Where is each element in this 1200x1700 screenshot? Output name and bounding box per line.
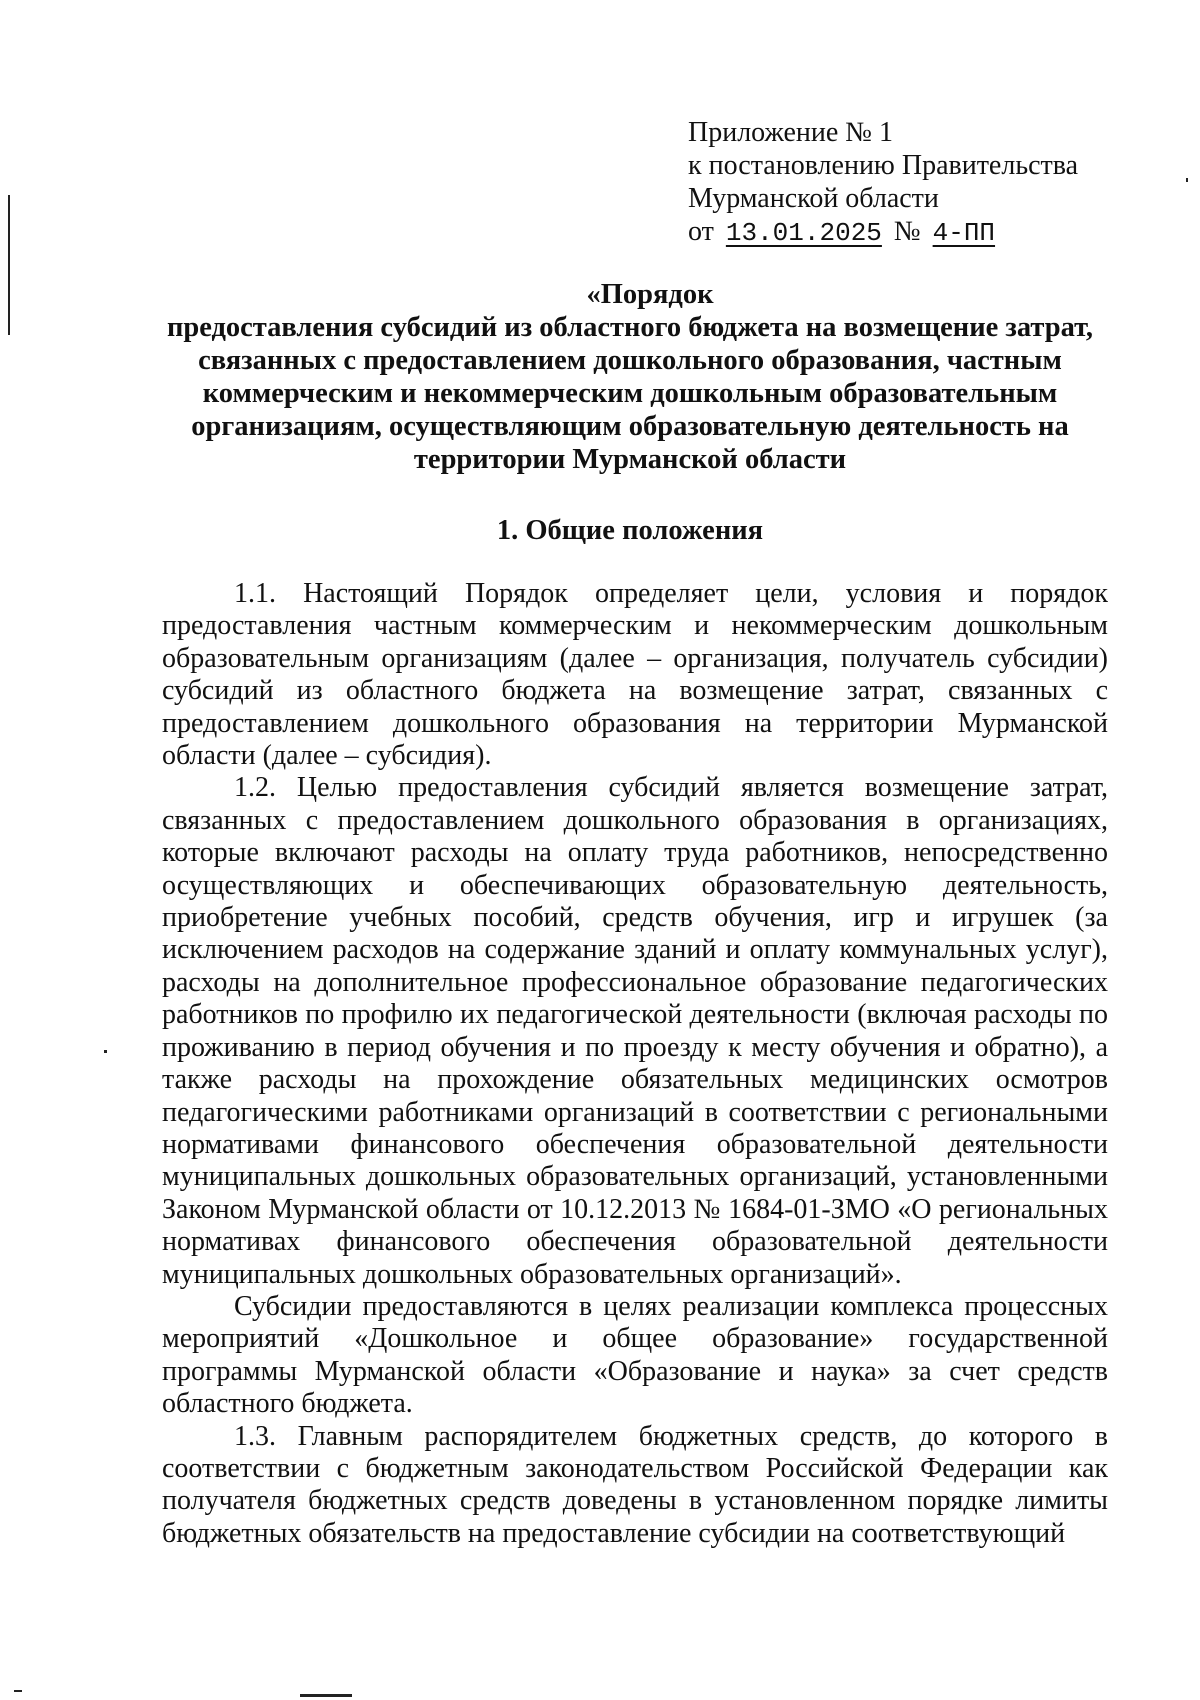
annex-number-sign: № [893,216,921,247]
paragraph-1-2: 1.2. Целью предоставления субсидий является возмещение затрат, связанных с предоставлением дошкольного образования в организациях, которые включают расходы на оплату труда работников, непосредственно осуществляющих и обеспечивающих образовательную деятельность, приобретение учебных пособий, средств обучения, игр и игрушек (за исключением расходов на содержание зданий и оплату коммунальных услуг), расходы на дополнительное профессиональное образование педагогических работников по профилю их педагогической деятельности (включая расходы по проживанию в период обучения и по проезду к месту обучения и обратно), а также расходы на прохождение обязательных медицинских осмотров педагогическими работниками организаций в соответствии с региональными нормативами финансового обеспечения образовательной деятельности муниципальных дошкольных образовательных организаций, установленными Законом Мурманской области от 10.12.2013 № 1684-01-ЗМО «О региональных нормативах финансового обеспечения образовательной деятельности муниципальных дошкольных образовательных организаций». [162,772,1108,1290]
scan-margin-line [8,195,10,335]
annex-number: 4-ПП [932,218,996,248]
section-heading: 1. Общие положения [496,515,764,546]
paragraph-subsidy-purpose: Субсидии предоставляются в целях реализации комплекса процессных мероприятий «Дошкольное и общее образование» государственной программы Мурманской области «Образование и наука» за счет средств областного бюджета. [162,1290,1108,1420]
scan-margin-dot [1186,178,1188,182]
scan-margin-dash [300,1694,352,1697]
document-body [162,578,1108,1550]
scan-margin-dot [14,1690,22,1692]
annex-date-prefix: от [688,216,714,247]
document-title [160,278,1100,476]
paragraph-1-3: 1.3. Главным распорядителем бюджетных средств, до которого в соответствии с бюджетным законодательством Российской Федерации как получателя бюджетных средств доведены в установленном порядке лимиты бюджетных обязательств на предоставление субсидии на соответствующий [162,1420,1108,1549]
paragraph-1-1: 1.1. Настоящий Порядок определяет цели, условия и порядок предоставления частным коммерческим и некоммерческим дошкольным образовательным организациям (далее – организация, получатель субсидии) субсидий из областного бюджета на возмещение затрат, связанных с предоставлением дошкольного образования на территории Мурманской области (далее – субсидия). [162,578,1108,772]
annex-date-line [688,215,1078,250]
annex-reference: к постановлению Правительства [688,150,1079,181]
title-word: «Порядок [586,279,714,310]
annex-date: 13.01.2025 [725,218,882,248]
annex-region: Мурманской области [688,183,939,214]
annex-label: Приложение № 1 [688,117,893,148]
scan-margin-dot [104,1050,107,1053]
title-text: предоставления субсидий из областного бюджета на возмещение затрат, связанных с предоставлением дошкольного образования, частным коммерческим и некоммерческим дошкольным образовательным организациям, осуществляющим образовательную деятельность на территории Мурманской области [166,312,1094,475]
annex-header [688,116,1078,250]
